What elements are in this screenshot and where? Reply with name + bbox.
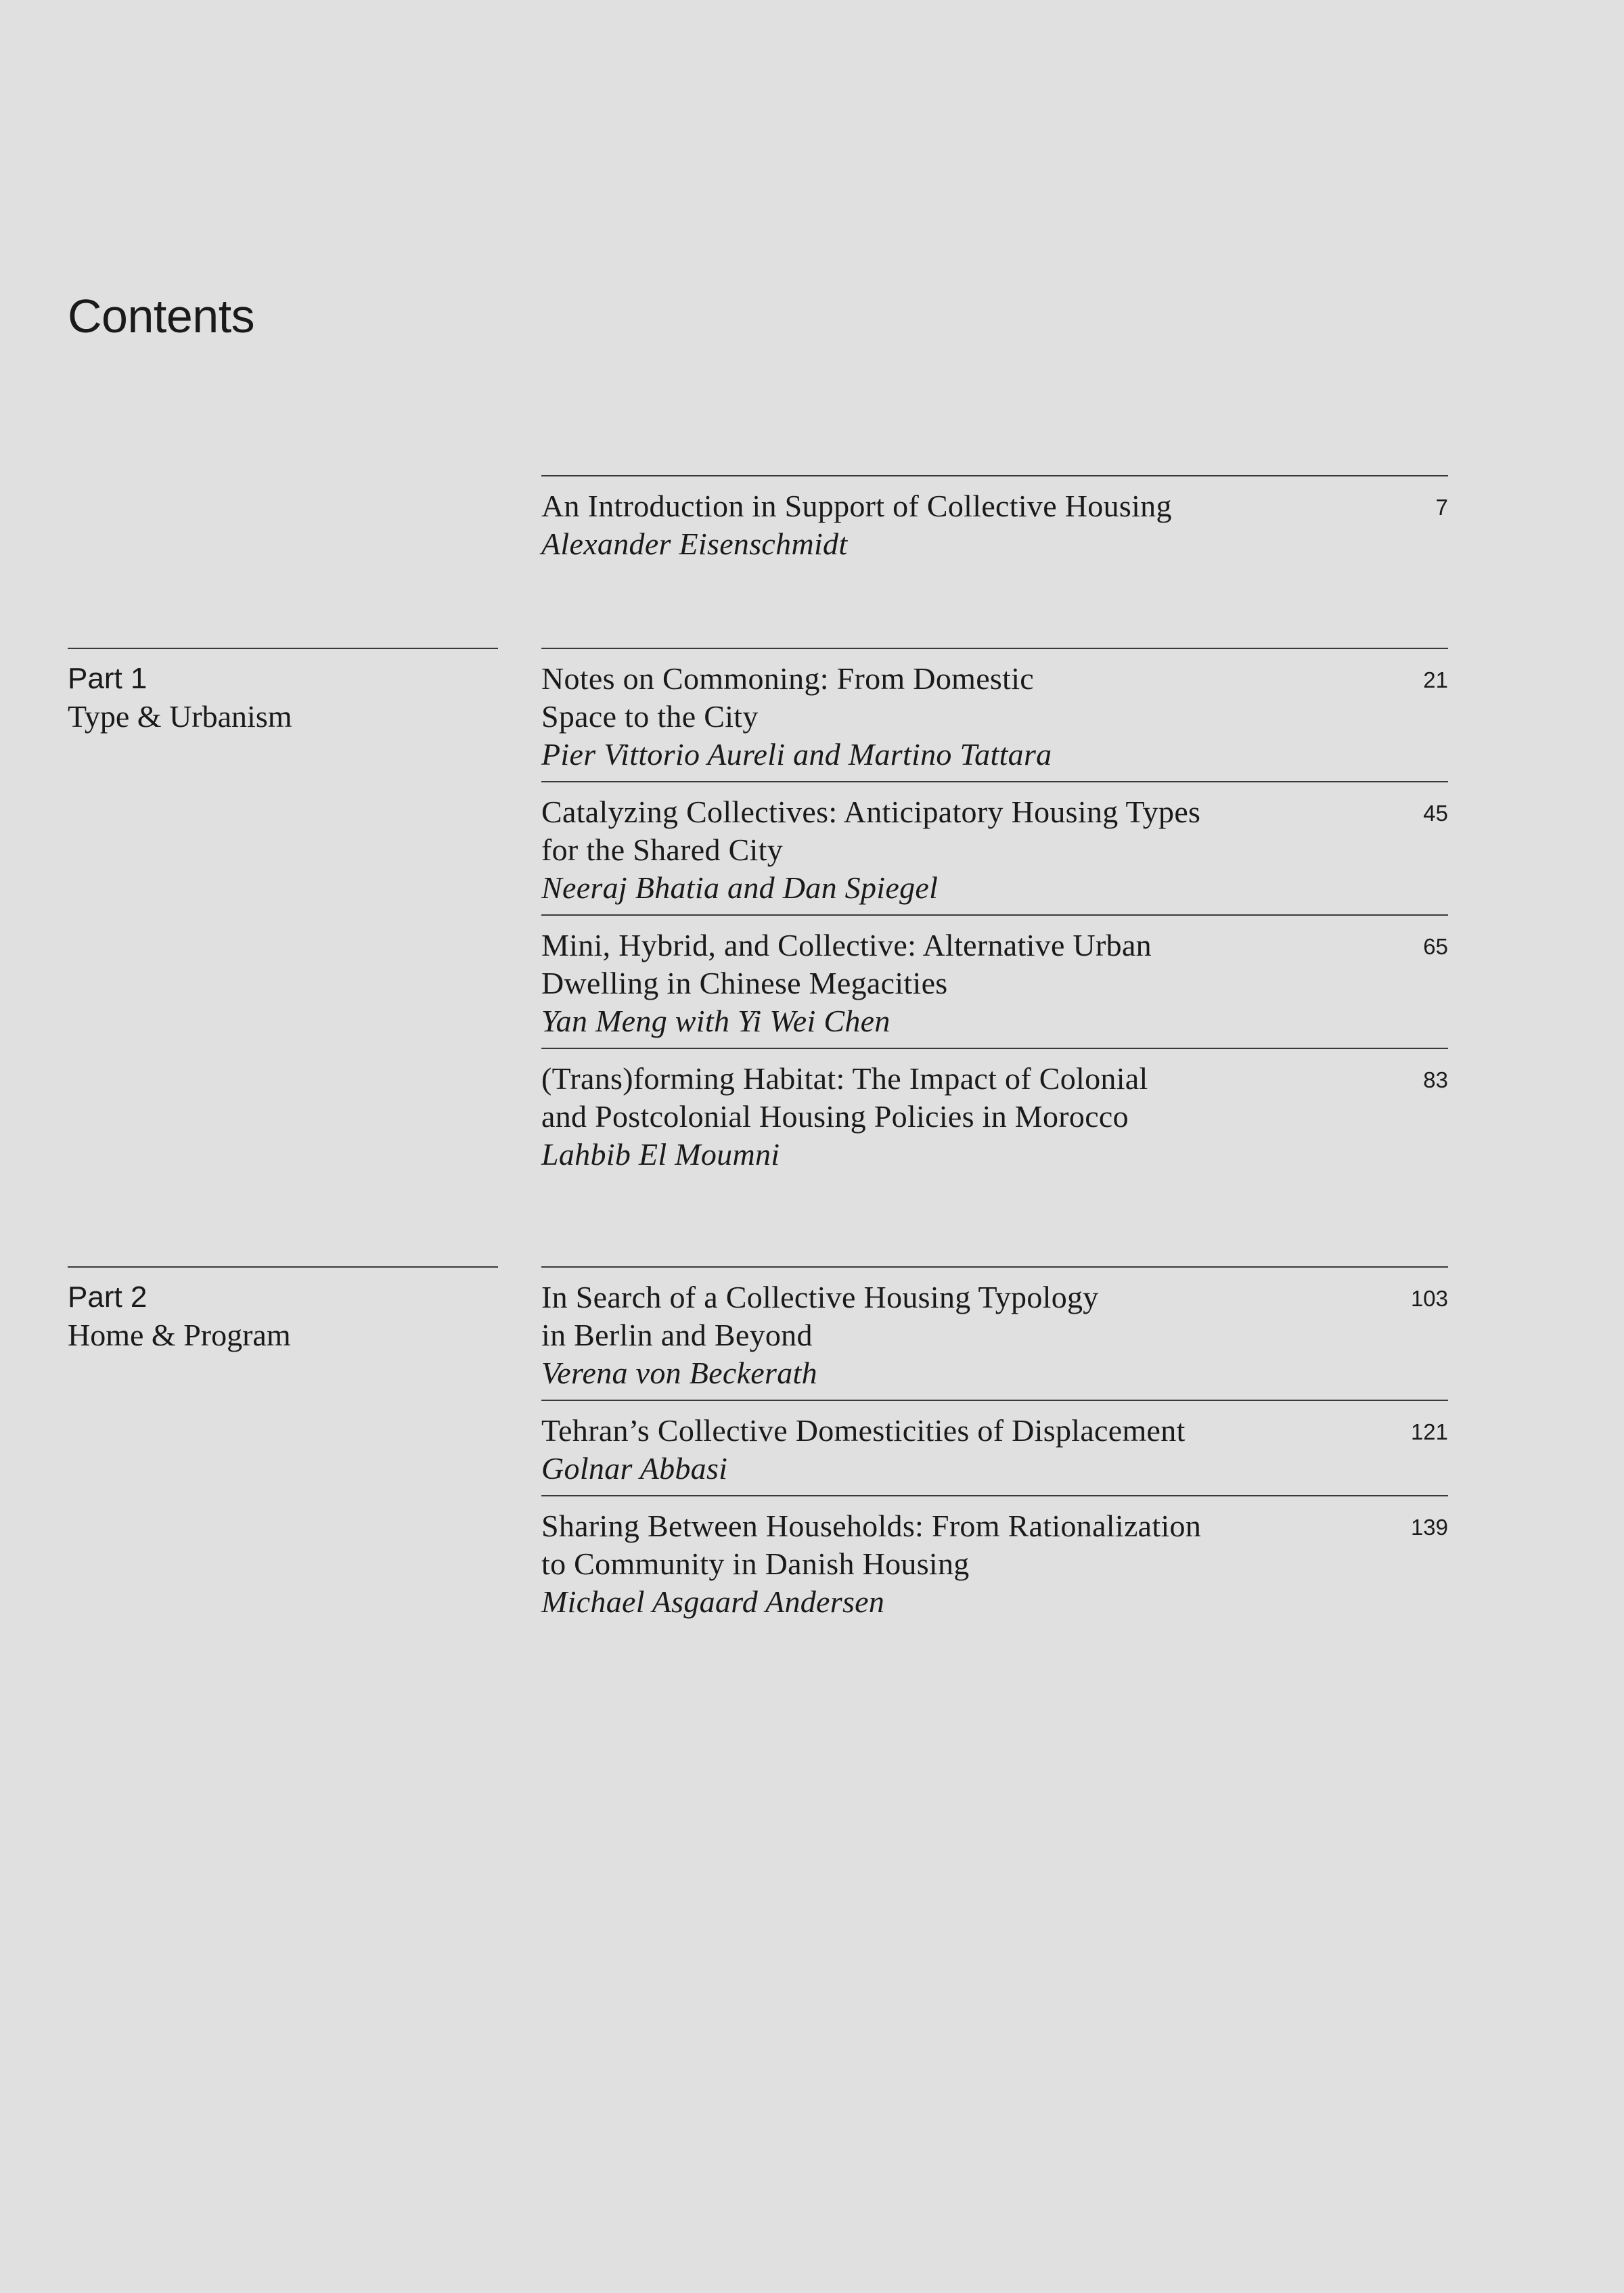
entry-title: Catalyzing Collectives: Anticipatory Housing Types for the Shared City xyxy=(541,795,1201,867)
entry-title: Mini, Hybrid, and Collective: Alternative Urban Dwelling in Chinese Megacities xyxy=(541,928,1152,1000)
toc-entry xyxy=(541,1048,1448,1174)
entry-page-number: 65 xyxy=(1423,934,1448,959)
entry-author: Lahbib El Moumni xyxy=(541,1137,780,1172)
toc-entry xyxy=(541,1400,1448,1488)
entry-author: Alexander Eisenschmidt xyxy=(541,527,848,561)
entry-title: (Trans)forming Habitat: The Impact of Colonial and Postcolonial Housing Policies in Morocco xyxy=(541,1061,1148,1134)
entry-page-number: 83 xyxy=(1423,1067,1448,1092)
entry-author: Yan Meng with Yi Wei Chen xyxy=(541,1004,890,1038)
toc-entry-introduction xyxy=(541,475,1448,563)
entry-page-number: 45 xyxy=(1423,801,1448,826)
entry-author: Michael Asgaard Andersen xyxy=(541,1584,885,1619)
entry-page-number: 103 xyxy=(1410,1286,1448,1311)
entry-author: Pier Vittorio Aureli and Martino Tattara xyxy=(541,737,1052,772)
entry-author: Neeraj Bhatia and Dan Spiegel xyxy=(541,870,939,905)
part-number: Part 2 xyxy=(68,1281,148,1314)
toc-entry xyxy=(541,1495,1448,1621)
part-title: Type & Urbanism xyxy=(68,699,292,734)
part-title: Home & Program xyxy=(68,1318,291,1352)
entry-title: In Search of a Collective Housing Typology in Berlin and Beyond xyxy=(541,1280,1099,1352)
toc-entry xyxy=(541,781,1448,907)
toc-entry xyxy=(541,648,1448,774)
page-title: Contents xyxy=(68,290,255,342)
entry-title: An Introduction in Support of Collective Housing xyxy=(541,489,1172,523)
entry-title: Tehran’s Collective Domesticities of Displacement xyxy=(541,1413,1186,1448)
part-1-header xyxy=(68,648,498,736)
entry-title: Notes on Commoning: From Domestic Space to the City xyxy=(541,661,1034,734)
entry-page-number: 121 xyxy=(1410,1419,1448,1444)
entry-author: Verena von Beckerath xyxy=(541,1356,817,1390)
entry-author: Golnar Abbasi xyxy=(541,1451,728,1486)
toc-entry xyxy=(541,1266,1448,1392)
entry-title: Sharing Between Households: From Rationalization to Community in Danish Housing xyxy=(541,1509,1202,1581)
part-2-header xyxy=(68,1266,498,1354)
entry-page-number: 139 xyxy=(1410,1515,1448,1540)
entry-page-number: 7 xyxy=(1435,495,1448,520)
entry-page-number: 21 xyxy=(1423,667,1448,692)
part-number: Part 1 xyxy=(68,662,148,695)
toc-entry xyxy=(541,914,1448,1040)
